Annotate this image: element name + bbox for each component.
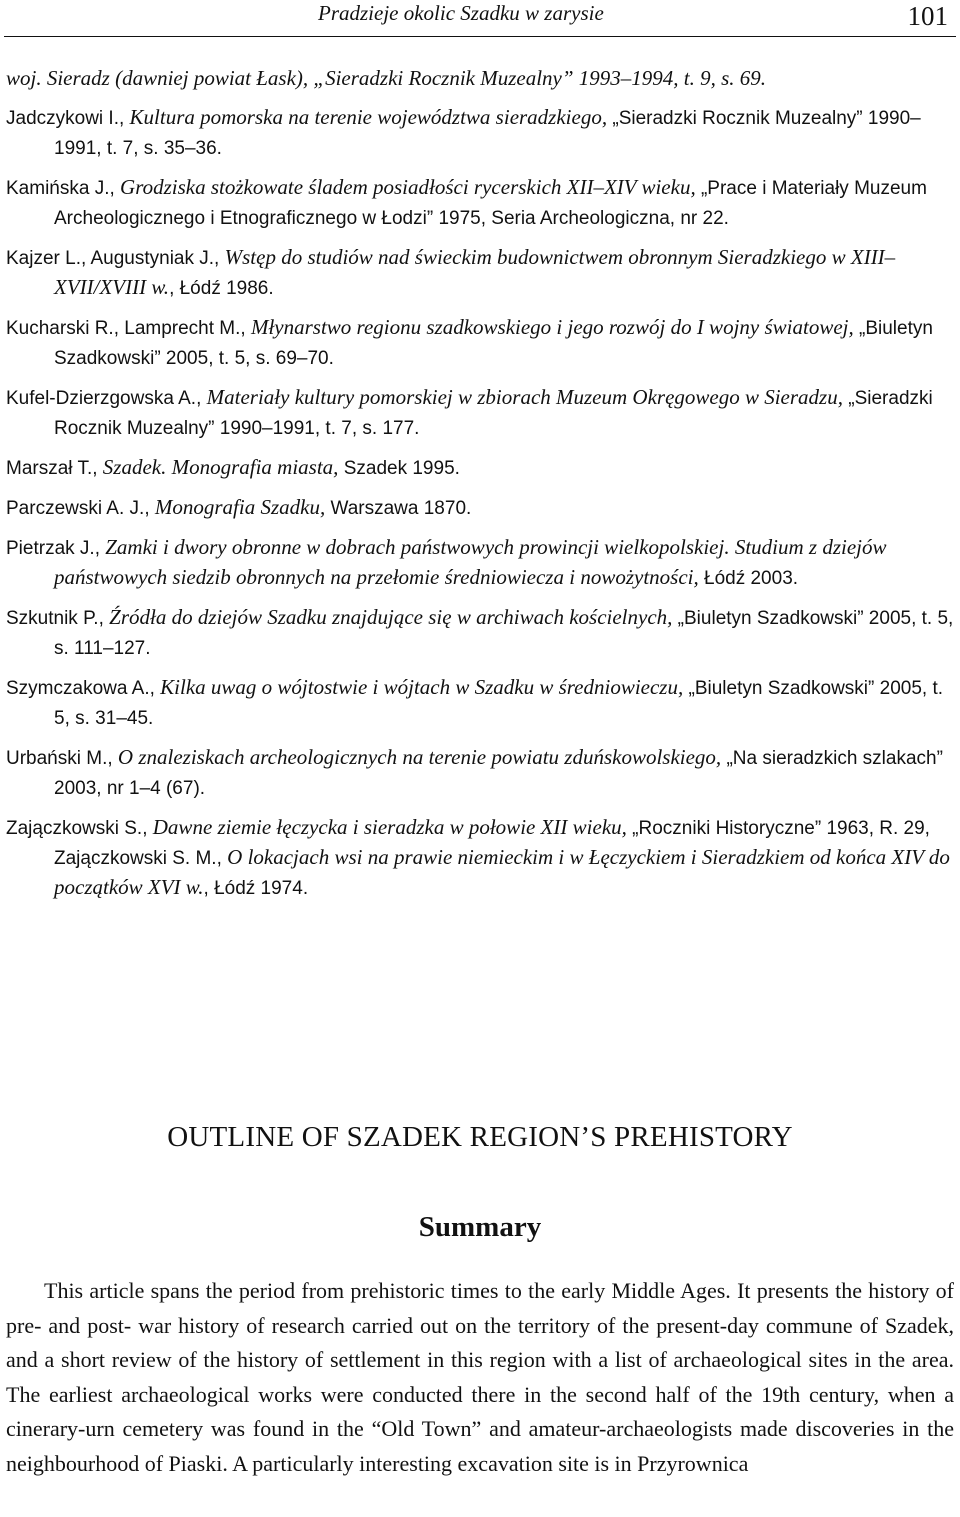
entry-author: Zajączkowski S., bbox=[6, 818, 153, 839]
entry-title: Kultura pomorska na terenie województwa sieradzkiego, bbox=[129, 105, 608, 129]
entry-publication: „Biuletyn Szadkowski” 2005, t. 5, s. 31–45. bbox=[54, 678, 944, 729]
entry-publication: „Roczniki Historyczne” 1963, R. 29, Zajączkowski S. M., bbox=[54, 818, 930, 869]
entry-title: Materiały kultury pomorskiej w zbiorach Muzeum Okręgowego w Sieradzu, bbox=[206, 385, 843, 409]
entry-publication: „Biuletyn Szadkowski” 2005, t. 5, s. 69–70. bbox=[54, 318, 933, 369]
entry-publication: „Sieradzki Rocznik Muzealny” 1990–1991, t. 7, s. 177. bbox=[54, 388, 933, 439]
entry-title: Szadek. Monografia miasta, bbox=[102, 455, 339, 479]
summary-heading: Summary bbox=[418, 1211, 542, 1243]
bibliography-entry bbox=[6, 453, 954, 483]
entry-author: Marszał T., bbox=[6, 458, 103, 479]
bibliography-entry bbox=[6, 313, 954, 373]
entry-publication: Łódź 2003. bbox=[698, 568, 799, 589]
bibliography-entry bbox=[6, 743, 954, 803]
bibliography-entry bbox=[6, 64, 954, 93]
entry-author: Kajzer L., Augustyniak J., bbox=[6, 248, 225, 269]
bibliography-entry bbox=[6, 173, 954, 233]
entry-title: Kilka uwag o wójtostwie i wójtach w Szadku w średniowieczu, bbox=[160, 675, 684, 699]
entry-publication: , Łódź 1986. bbox=[169, 278, 274, 299]
bibliography-entry bbox=[6, 533, 954, 593]
entry-author: Kamińska J., bbox=[6, 178, 121, 199]
bibliography-list bbox=[6, 64, 954, 913]
summary-paragraph: This article spans the period from prehistoric times to the early Middle Ages. It presents the history of pre- and post- war history of research carried out on the territory of the present-day commune of Szadek, and a short review of the history of settlement in this region with a list of archaeological sites in the area. The earliest archaeological works were conducted there in the second half of the 19th century, when a cinerary-urn cemetery was found in the “Old Town” and amateur-archaeologists made discoveries in the neighbourhood of Piaski. A particularly interesting excavation site is in Przyrownica bbox=[6, 1278, 954, 1476]
entry-continuation: woj. Sieradz (dawniej powiat Łask), „Sieradzki Rocznik Muzealny” 1993–1994, t. 9, s. 69. bbox=[6, 66, 767, 90]
entry-author: Kucharski R., Lamprecht M., bbox=[6, 318, 251, 339]
entry-title: Młynarstwo regionu szadkowskiego i jego rozwój do I wojny światowej, bbox=[250, 315, 854, 339]
entry-title: O znaleziskach archeologicznych na terenie powiatu zduńskowolskiego, bbox=[117, 745, 722, 769]
entry-title: Źródła do dziejów Szadku znajdujące się w archiwach kościelnych, bbox=[109, 605, 673, 629]
bibliography-entry bbox=[6, 493, 954, 523]
entry-title: Monografia Szadku, bbox=[154, 495, 326, 519]
entry-title: Dawne ziemie łęczycka i sieradzka w połowie XII wieku, bbox=[152, 815, 627, 839]
page-number: 101 bbox=[907, 1, 948, 31]
entry-publication-second: , Łódź 1974. bbox=[203, 878, 309, 899]
bibliography-entry bbox=[6, 243, 954, 303]
bibliography-entry bbox=[6, 383, 954, 443]
entry-publication: Szadek 1995. bbox=[338, 458, 460, 479]
entry-publication: „Biuletyn Szadkowski” 2005, t. 5, s. 111–127. bbox=[54, 608, 954, 659]
entry-title: Zamki i dwory obronne w dobrach państwowych prowincji wielkopolskiej. Studium z dziejów państwowych siedzib obronnych na przełomie średniowiecza i nowożytności, bbox=[54, 535, 887, 589]
entry-publication: „Prace i Materiały Muzeum Archeologicznego i Etnograficznego w Łodzi” 1975, Seria Archeologiczna, nr 22. bbox=[54, 178, 927, 229]
entry-title-second: O lokacjach wsi na prawie niemieckim i w Łęczyckiem i Sieradzkiem od końca XIV do początków XVI w. bbox=[54, 845, 950, 899]
entry-author: Urbański M., bbox=[6, 748, 118, 769]
bibliography-entry bbox=[6, 673, 954, 733]
entry-publication: „Na sieradzkich szlakach” 2003, nr 1–4 (67). bbox=[54, 748, 943, 799]
entry-publication: Warszawa 1870. bbox=[325, 498, 472, 519]
entry-author: Parczewski A. J., bbox=[6, 498, 155, 519]
header-rule bbox=[4, 36, 956, 37]
bibliography-entry bbox=[6, 103, 954, 163]
entry-publication: „Sieradzki Rocznik Muzealny” 1990–1991, t. 7, s. 35–36. bbox=[54, 108, 921, 159]
section-title: OUTLINE OF SZADEK REGION’S PREHISTORY bbox=[167, 1121, 793, 1153]
entry-author: Pietrzak J., bbox=[6, 538, 106, 559]
entry-title: Grodziska stożkowate śladem posiadłości rycerskich XII–XIV wieku, bbox=[120, 175, 696, 199]
entry-title: Wstęp do studiów nad świeckim budownictwem obronnym Sieradzkiego w XIII–XVII/XVIII w. bbox=[54, 245, 896, 299]
entry-author: Szkutnik P., bbox=[6, 608, 110, 629]
running-title: Pradzieje okolic Szadku w zarysie bbox=[318, 1, 604, 25]
entry-author: Szymczakowa A., bbox=[6, 678, 161, 699]
bibliography-entry bbox=[6, 813, 954, 903]
bibliography-entry bbox=[6, 603, 954, 663]
entry-author: Jadczykowi I., bbox=[6, 108, 130, 129]
entry-author: Kufel-Dzierzgowska A., bbox=[6, 388, 207, 409]
